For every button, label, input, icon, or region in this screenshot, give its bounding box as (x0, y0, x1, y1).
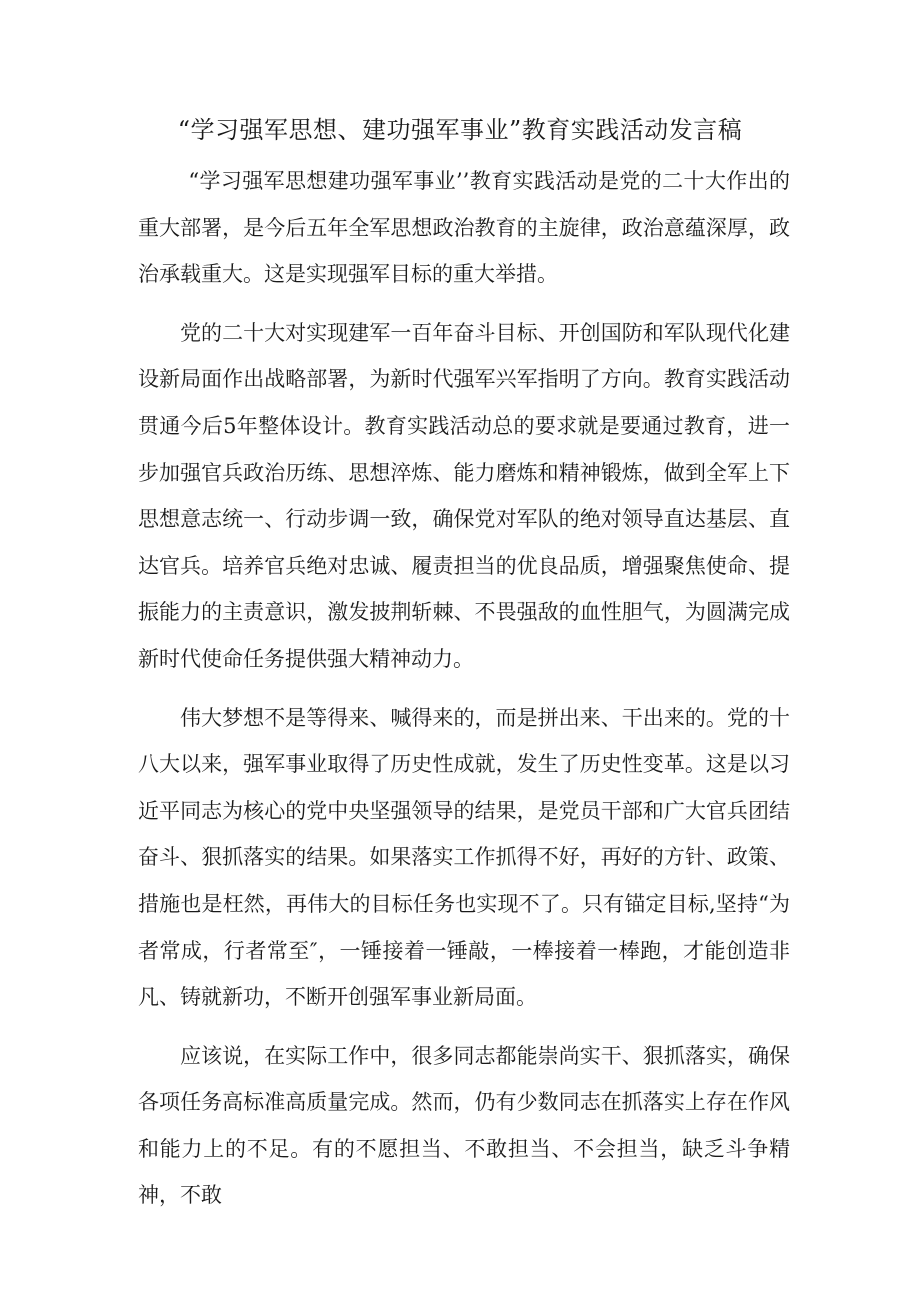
paragraph-3: 伟大梦想不是等得来、喊得来的，而是拼出来、干出来的。党的十八大以来，强军事业取得了历史性成就，发生了历史性变革。这是以习近平同志为核心的党中央坚强领导的结果，是党员干部和广大官兵团结奋斗、狠抓落实的结果。如果落实工作抓得不好，再好的方针、政策、措施也是枉然，再伟大的目标任务也实现不了。只有锚定目标,坚持“为者常成，行者常至″，一锤接着一锤敲，一棒接着一棒跑，才能创造非凡、铸就新功，不断开创强军事业新局面。 (138, 705, 790, 1010)
paragraph-2: 党的二十大对实现建军一百年奋斗目标、开创国防和军队现代化建设新局面作出战略部署，为新时代强军兴军指明了方向。教育实践活动贯通今后5年整体设计。教育实践活动总的要求就是要通过教育，进一步加强官兵政治历练、思想淬炼、能力磨炼和精神锻炼，做到全军上下思想意志统一、行动步调一致，确保党对军队的绝对领导直达基层、直达官兵。培养官兵绝对忠诚、履责担当的优良品质，增强聚焦使命、提振能力的主责意识，激发披荆斩棘、不畏强敌的血性胆气，为圆满完成新时代使命任务提供强大精神动力。 (138, 320, 790, 671)
document-title: “学习强军思想、建功强军事业”教育实践活动发言稿 (177, 116, 743, 144)
document-body (138, 158, 790, 1219)
paragraph-1: “学习强军思想建功强军事业’’教育实践活动是党的二十大作出的重大部署，是今后五年全军思想政治教育的主旋律，政治意蕴深厚，政治承载重大。这是实现强军目标的重大举措。 (138, 169, 790, 287)
paragraph-4: 应该说，在实际工作中，很多同志都能崇尚实干、狠抓落实，确保各项任务高标准高质量完成。然而，仍有少数同志在抓落实上存在作风和能力上的不足。有的不愿担当、不敢担当、不会担当，缺乏斗争精神，不敢 (138, 1043, 790, 1208)
